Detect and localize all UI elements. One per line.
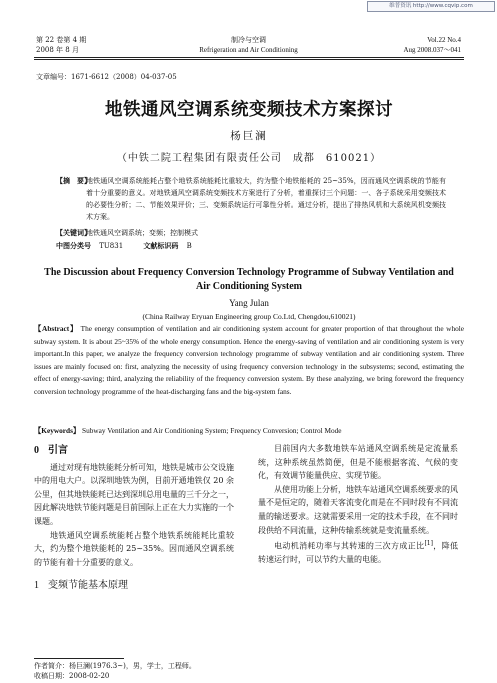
section-1-number: 1	[34, 580, 39, 592]
author-cn: 杨巨澜	[230, 130, 268, 142]
body-left-column	[34, 442, 234, 593]
section-0-number: 0	[34, 445, 39, 456]
keywords-en	[34, 426, 464, 436]
keywords-cn	[56, 228, 198, 238]
header-date-cn: 2008 年 8 月	[36, 46, 79, 54]
abstract-cn	[56, 175, 446, 223]
abstract-en-label: 【Abstract】	[34, 324, 79, 333]
class-label: 中图分类号	[56, 241, 91, 250]
header-rule-bottom	[34, 59, 464, 60]
affiliation-cn: （中铁二院工程集团有限责任公司 成都 610021）	[116, 153, 382, 164]
keywords-cn-label: 【关键词】	[56, 228, 91, 237]
section-0-para-2: 地铁通风空调系统能耗占整个地铁系统能耗比重较大，约为整个地铁能耗的 25~35%。因而通风空调系统的节能有着十分重要的意义。	[34, 530, 234, 567]
doc-code-label: 文献标识码	[143, 241, 179, 250]
author-en: Yang Julan	[229, 298, 269, 308]
citation-ref: [1]	[424, 540, 433, 548]
title-en: The Discussion about Frequency Conversion Technology Programme of Subway Ventilation and Air Conditioning System	[44, 267, 454, 292]
abstract-en	[34, 323, 464, 399]
section-0-heading	[34, 444, 234, 458]
right-para-2: 从使用功能上分析，地铁车站通风空调系统要求的风量不是恒定的，随着天客流变化而是在不同时段有不同流量的输送要求。这就需要采用一定的技术手段，在不同时段供给不同流量，这种传输系统就是变流量系统。	[258, 484, 458, 535]
header-journal-cn: 制冷与空调	[231, 36, 266, 44]
right-para-3-tail: ，降低转速运行时，可以节约大量的电能。	[258, 541, 459, 565]
abstract-cn-text: 地铁通风空调系统能耗占整个地铁系统能耗比重较大，约为整个地铁能耗的 25~35%，因而通风空调系统的节能有着十分重要的意义。对地铁通风空调系统变频技术方案进行了分析，着重探讨三个问题：一、各子系统采用变频技术的必要性分析；二、节能效果评价；三、变频系统运行可靠性分析。通过分析，提出了排热风机和大系统风机变频技术方案。	[86, 177, 446, 221]
keywords-en-label: 【Keywords】	[34, 426, 81, 435]
header-pages: Aug 2008.037～041	[403, 46, 461, 54]
body-right-column	[258, 442, 458, 567]
title-cn: 地铁通风空调系统变频技术方案探讨	[105, 100, 393, 120]
right-para-3-text: 电动机消耗功率与其转速的三次方成正比	[274, 541, 425, 551]
abstract-en-text: The energy consumption of ventilation and air conditioning system account for greater proportion of that throughout the whole subway system. It is about 25~35% of the whole energy consumption. Hence the energy-saving of ventilation and air conditioning system is very important.In this paper, we analyze the frequency conversion technology programme of subway ventilation and air conditioning system. Three issues are mainly focused on: first, analyzing the necessity of using frequency conversion technology in the subsystems; second, estimating the effect of energy-saving; third, analyzing the reliability of the frequency conversion system. By these analyzing, we bring foreword the frequency conversion technology programme of the heat-discharging fans and the big-system fans.	[34, 324, 465, 396]
section-0-para-1: 通过对现有地铁能耗分析可知，地铁是城市公交设施中的用电大户。以深圳地铁为例，目前开通地铁仅 20 余公里，但其地铁能耗已达到深圳总用电量的三千分之一，因此解决地铁节能问题是目前国际上正在大力实施的一个课题。	[34, 462, 234, 526]
footnote-rule	[34, 658, 124, 659]
right-para-1: 目前国内大多数地铁车站通风空调系统是定流量系统，这种系统虽然简便，但是不能根据客流、气候的变化，有效调节能量供应、实现节能。	[258, 444, 458, 481]
author-bio: 作者简介：杨巨澜(1976.3~)，男，学士，工程师。	[34, 662, 196, 670]
affiliation-en: (China Railway Eryuan Engineering group Co.Ltd, Chengdou,610021)	[142, 312, 356, 321]
header-journal-en: Refrigeration and Air Conditioning	[199, 46, 298, 54]
doc-code-value: B	[186, 242, 192, 250]
class-value: TU831	[99, 242, 124, 250]
abstract-cn-label: 【摘 要】	[56, 176, 91, 185]
section-0-title: 引言	[48, 445, 68, 456]
header-rule-top	[34, 57, 464, 58]
keywords-cn-text: 地铁通风空调系统；变频；控制模式	[86, 229, 198, 237]
header-volume-en: Vol.22 No.4	[427, 36, 461, 44]
received-date: 收稿日期：2008-02-20	[34, 672, 110, 680]
article-number: 文章编号：1671-6612（2008）04-037-05	[36, 73, 177, 81]
classification-row	[56, 241, 192, 251]
section-1-heading	[34, 579, 234, 593]
right-para-3	[258, 537, 458, 567]
section-1-title: 变频节能基本原理	[48, 580, 128, 592]
header-volume-cn: 第 22 卷第 4 期	[36, 36, 87, 44]
keywords-en-text: Subway Ventilation and Air Conditioning System; Frequency Conversion; Control Mode	[82, 426, 342, 435]
watermark-stamp: 维普资讯 http://www.cqvip.com	[367, 1, 495, 12]
